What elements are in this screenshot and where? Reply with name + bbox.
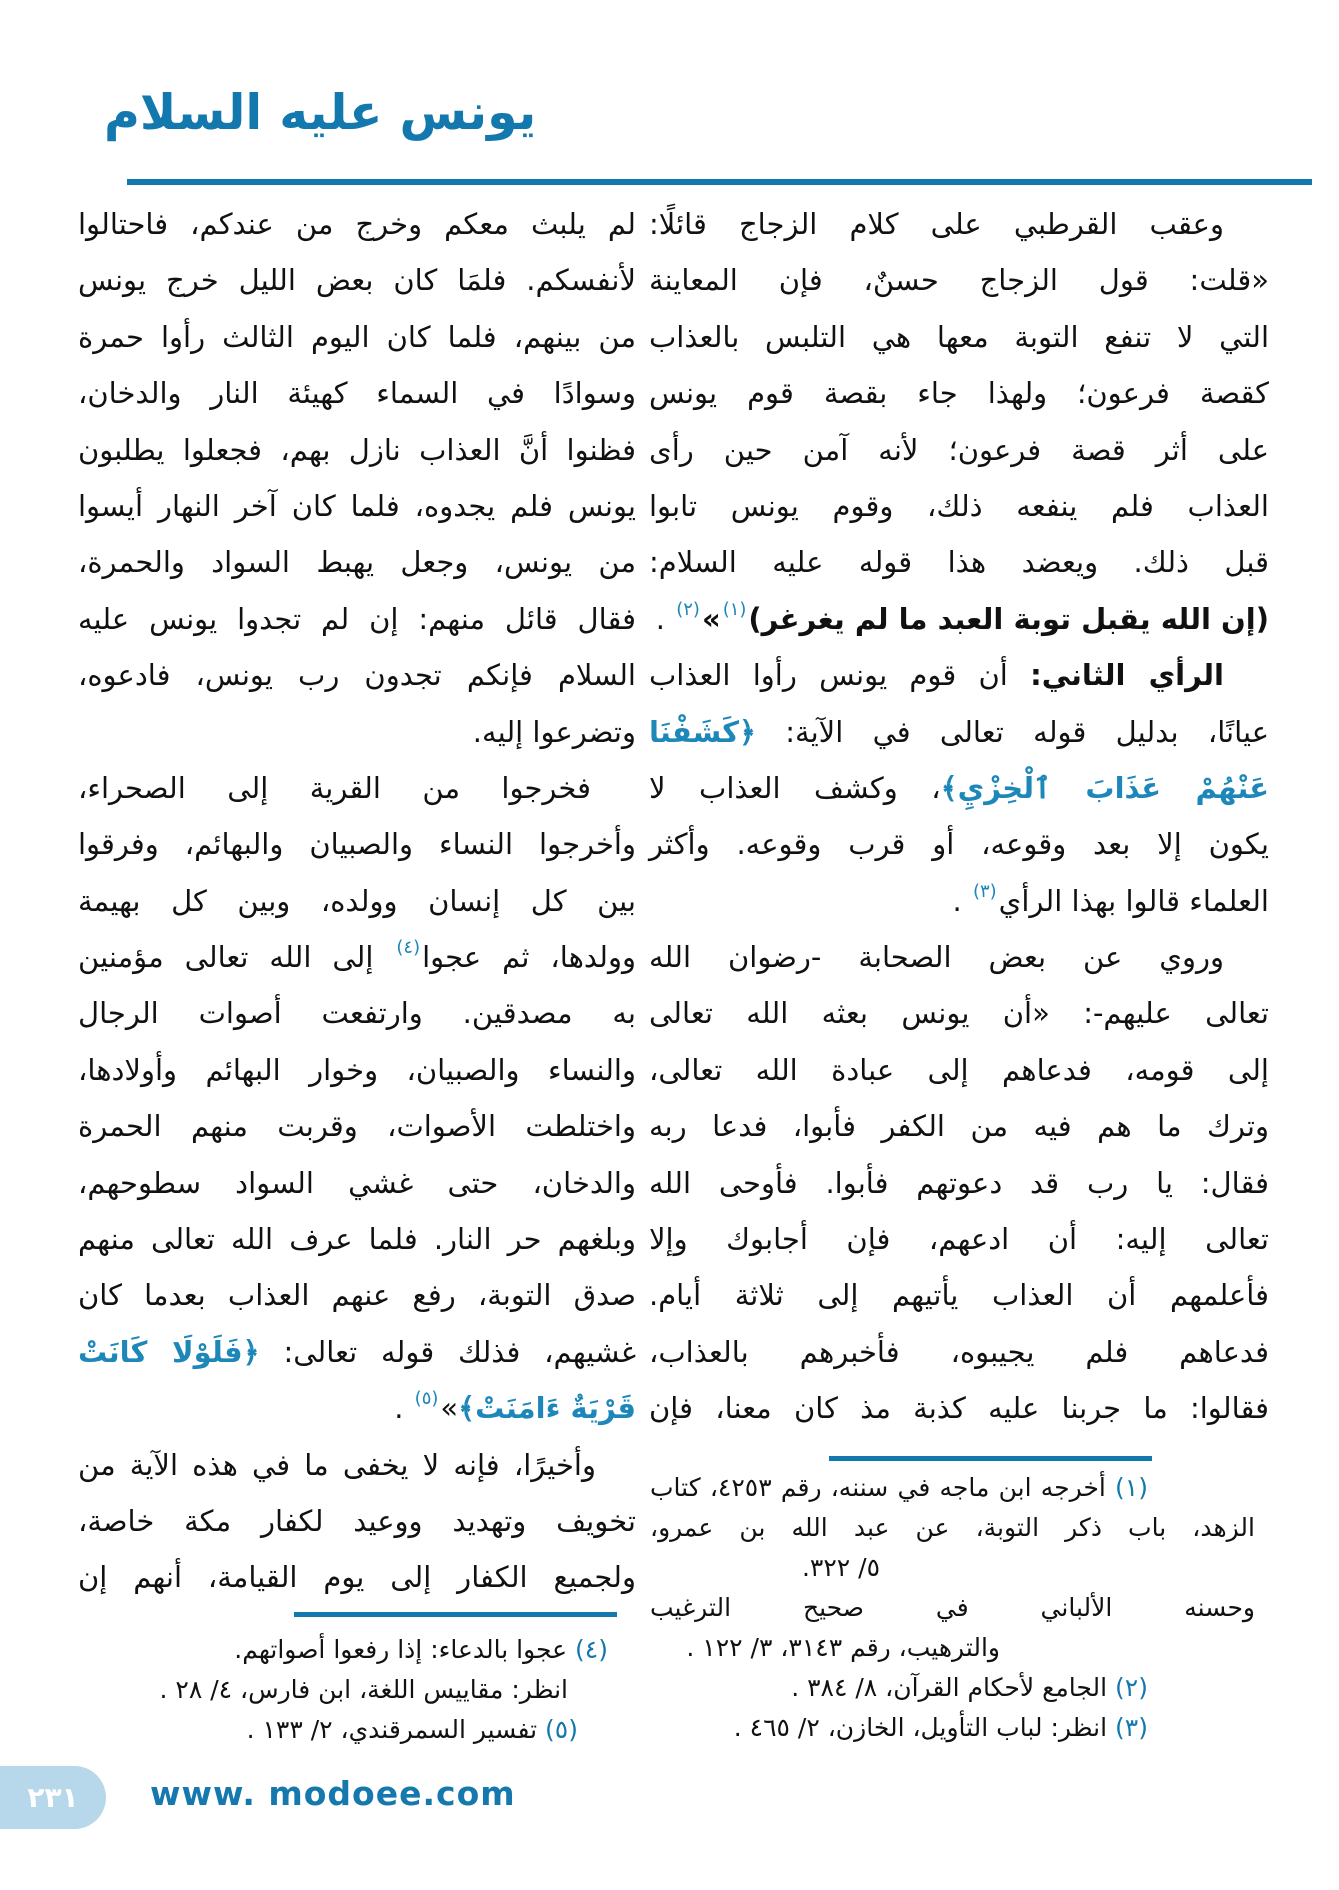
body-text: تعالى عليهم-: «أن يونس بعثه الله تعالى (649, 996, 1269, 1031)
body-text: واختلطت الأصوات، وقربت منهم الحمرة (78, 1109, 636, 1144)
hadith-text: » (701, 601, 721, 636)
text-line (78, 647, 636, 703)
body-text: وولدها، ثم عجوا (422, 940, 636, 975)
body-text: والترهيب، رقم ٣١٤٣، ٣/ ١٢٢ . (686, 1633, 1000, 1662)
body-text: وتضرعوا إليه. (472, 714, 636, 749)
body-text: والنساء والصبيان، وخوار البهائم وأولادها، (78, 1052, 636, 1087)
text-line (649, 365, 1269, 421)
body-text: انظر: لباب التأويل، الخازن، ٢/ ٤٦٥ . (733, 1713, 1116, 1742)
footnote-ref: (٥) (414, 1388, 439, 1410)
footnote-number: (٤) (575, 1635, 608, 1664)
website-url[interactable]: www. modoee.com (150, 1774, 516, 1813)
text-line (78, 929, 636, 985)
body-text: ، وكشف العذاب لا (649, 770, 941, 805)
text-line (78, 1670, 620, 1710)
body-text: به مصدقين. وارتفعت أصوات الرجال (78, 996, 636, 1031)
body-text: إلى الله تعالى مؤمنين (78, 940, 395, 975)
text-line (78, 365, 636, 421)
body-text: بين كل إنسان وولده، وبين كل بهيمة (78, 883, 636, 918)
text-line (649, 591, 1269, 647)
body-text: . (394, 1391, 413, 1426)
text-line (649, 929, 1269, 985)
body-text: العلماء قالوا بهذا الرأي (998, 883, 1269, 918)
text-line (78, 591, 636, 647)
body-text: يكون إلا بعد وقوعه، أو قرب وقوعه. وأكثر (649, 827, 1269, 862)
footnote-ref: (١) (722, 598, 747, 620)
body-text: السلام فإنكم تجدون رب يونس، فادعوه، (78, 658, 636, 693)
text-line (78, 1324, 636, 1380)
left-footnote-separator (294, 1612, 617, 1617)
text-line (78, 1211, 636, 1267)
text-line (649, 309, 1269, 365)
left-footnotes (78, 1630, 620, 1750)
body-text: فظنوا أنَّ العذاب نازل بهم، فجعلوا يطلبون (78, 432, 636, 467)
quran-verse-text: قَرْيَةٌ ءَامَنَتْ﴾ (458, 1391, 636, 1426)
text-line (649, 647, 1269, 703)
body-text: ولجميع الكفار إلى يوم القيامة، أنهم إن (78, 1560, 636, 1595)
right-footnotes (650, 1468, 1270, 1748)
body-text: تفسير السمرقندي، ٢/ ١٣٣ . (246, 1715, 546, 1744)
body-text: عيانًا، بدليل قوله تعالى في الآية: (755, 714, 1269, 749)
body-text: وأخرجوا النساء والصبيان والبهائم، وفرقوا (78, 827, 636, 862)
text-line (78, 1710, 620, 1750)
text-line (78, 252, 636, 308)
body-text: العذاب فلم ينفعه ذلك، وقوم يونس تابوا (649, 488, 1269, 523)
quran-verse-text: عَنْهُمْ عَذَابَ ٱلْخِزْيِ﴾ (940, 770, 1270, 805)
body-text: الجامع لأحكام القرآن، ٨/ ٣٨٤ . (791, 1673, 1116, 1702)
text-line (650, 1588, 1270, 1628)
body-text: لأنفسكم. فلمَا كان بعض الليل خرج يونس (78, 263, 636, 298)
text-line (649, 1211, 1269, 1267)
text-line (649, 478, 1269, 534)
quran-verse-text: ﴿كَشَفْنَا (649, 714, 756, 749)
footnote-ref: (٢) (676, 598, 700, 620)
text-line (649, 985, 1269, 1041)
text-line (78, 1155, 636, 1211)
left-column-text (78, 196, 636, 1606)
body-text: غشيهم، فذلك قوله تعالى: (259, 1334, 636, 1369)
text-line (649, 816, 1269, 872)
text-line (78, 760, 636, 816)
body-text: قبل ذلك. ويعضد هذا قوله عليه السلام: (649, 545, 1269, 580)
body-text: صدق التوبة، رفع عنهم العذاب بعدما كان (78, 1278, 636, 1313)
body-text: التي لا تنفع التوبة معها هي التلبس بالعذاب (649, 319, 1269, 354)
text-line (649, 534, 1269, 590)
body-text: » (440, 1391, 459, 1426)
hadith-text: (إن الله يقبل توبة العبد ما لم يغرغر) (748, 601, 1269, 636)
body-text: . (655, 601, 675, 636)
text-line (78, 1630, 620, 1670)
right-column-text (649, 196, 1269, 1437)
text-line (78, 196, 636, 252)
text-line (649, 1324, 1269, 1380)
text-line (649, 422, 1269, 478)
body-text: لم يلبث معكم وخرج من عندكم، فاحتالوا (78, 207, 636, 241)
body-text: إلى قومه، فدعاهم إلى عبادة الله تعالى، (649, 1052, 1269, 1087)
text-line (78, 422, 636, 478)
body-text: وروي عن بعض الصحابة -رضوان الله (649, 940, 1224, 975)
body-text: فدعاهم فلم يجيبوه، فأخبرهم بالعذاب، (649, 1334, 1269, 1369)
text-line (649, 196, 1269, 252)
text-line (649, 1042, 1269, 1098)
page-title: يونس عليه السلام (104, 84, 537, 141)
footnote-number: (٢) (1115, 1673, 1148, 1702)
body-text: وأخيرًا، فإنه لا يخفى ما في هذه الآية من (78, 1447, 596, 1482)
body-text: فأعلمهم أن العذاب يأتيهم إلى ثلاثة أيام. (649, 1278, 1269, 1313)
text-line (649, 760, 1269, 816)
text-line (78, 1380, 636, 1436)
text-line (649, 1098, 1269, 1154)
footnote-ref: (٣) (972, 880, 997, 902)
text-line (78, 1267, 636, 1323)
body-text: وبلغهم حر النار. فلما عرف الله تعالى منهم (78, 1222, 636, 1257)
footnote-number: (١) (1115, 1473, 1148, 1502)
text-line (78, 309, 636, 365)
body-text: فقال قائل منهم: إن لم تجدوا يونس عليه (78, 601, 636, 636)
body-text: أن قوم يونس رأوا العذاب (649, 658, 1031, 693)
body-text: فخرجوا من القرية إلى الصحراء، (78, 770, 591, 805)
text-line (78, 1549, 636, 1605)
quran-verse-text: ﴿فَلَوْلَا كَانَتْ (78, 1334, 260, 1369)
body-text: والدخان، حتى غشي السواد سطوحهم، (78, 1165, 636, 1200)
text-line (650, 1668, 1270, 1708)
text-line (78, 478, 636, 534)
text-line (78, 704, 636, 760)
body-text: انظر: مقاييس اللغة، ابن فارس، ٤/ ٢٨ . (159, 1675, 568, 1704)
body-text: وحسنه الألباني في صحيح الترغيب (650, 1593, 1255, 1622)
body-text: «قلت: قول الزجاج حسنٌ، فإن المعاينة (649, 263, 1269, 298)
page-number: ٢٣١ (27, 1781, 79, 1814)
text-line (78, 985, 636, 1041)
body-text: من يونس، وجعل يهبط السواد والحمرة، (78, 545, 636, 580)
body-text: الزهد، باب ذكر التوبة، عن عبد الله بن عمرو، (650, 1513, 1255, 1542)
footnote-number: (٥) (545, 1715, 578, 1744)
text-line (78, 1042, 636, 1098)
text-line (650, 1508, 1270, 1548)
text-line (649, 704, 1269, 760)
body-text: أخرجه ابن ماجه في سننه، رقم ٤٢٥٣، كتاب (650, 1473, 1116, 1502)
text-line (649, 1267, 1269, 1323)
text-line (650, 1628, 1270, 1668)
body-text: وعقب القرطبي على كلام الزجاج قائلًا: (649, 207, 1224, 241)
text-line (78, 1437, 636, 1493)
body-text: على أثر قصة فرعون؛ لأنه آمن حين رأى (649, 432, 1269, 467)
body-text: تخويف وتهديد ووعيد لكفار مكة خاصة، (78, 1503, 636, 1538)
text-line (650, 1708, 1270, 1748)
body-text: وسوادًا في السماء كهيئة النار والدخان، (78, 376, 636, 411)
body-text: عجوا بالدعاء: إذا رفعوا أصواتهم. (234, 1635, 576, 1664)
header-rule (127, 179, 1312, 185)
text-line (78, 1493, 636, 1549)
text-line (78, 873, 636, 929)
body-text: يونس فلم يجدوه، فلما كان آخر النهار أيسوا (78, 488, 636, 523)
text-line (649, 873, 1269, 929)
page-number-pill (0, 1766, 106, 1829)
footnote-ref: (٤) (396, 937, 421, 959)
body-text: . (952, 883, 971, 918)
body-text: تعالى إليه: أن ادعهم، فإن أجابوك وإلا (649, 1222, 1269, 1257)
hadith-text: الرأي الثاني: (1030, 658, 1224, 693)
text-line (649, 252, 1269, 308)
body-text: ٥/ ٣٢٢. (801, 1553, 880, 1582)
text-line (78, 816, 636, 872)
text-line (78, 1098, 636, 1154)
right-footnote-separator (829, 1456, 1152, 1461)
body-text: فقال: يا رب قد دعوتهم فأبوا. فأوحى الله (649, 1165, 1269, 1200)
text-line (78, 534, 636, 590)
text-line (649, 1155, 1269, 1211)
body-text: كقصة فرعون؛ ولهذا جاء بقصة قوم يونس (649, 376, 1269, 411)
text-line (650, 1548, 1270, 1588)
body-text: فقالوا: ما جربنا عليه كذبة مذ كان معنا، فإن (649, 1391, 1269, 1426)
text-line (650, 1468, 1270, 1508)
text-line (649, 1380, 1269, 1436)
body-text: وترك ما هم فيه من الكفر فأبوا، فدعا ربه (649, 1109, 1269, 1144)
body-text: من بينهم، فلما كان اليوم الثالث رأوا حمرة (78, 319, 636, 354)
footnote-number: (٣) (1115, 1713, 1148, 1742)
